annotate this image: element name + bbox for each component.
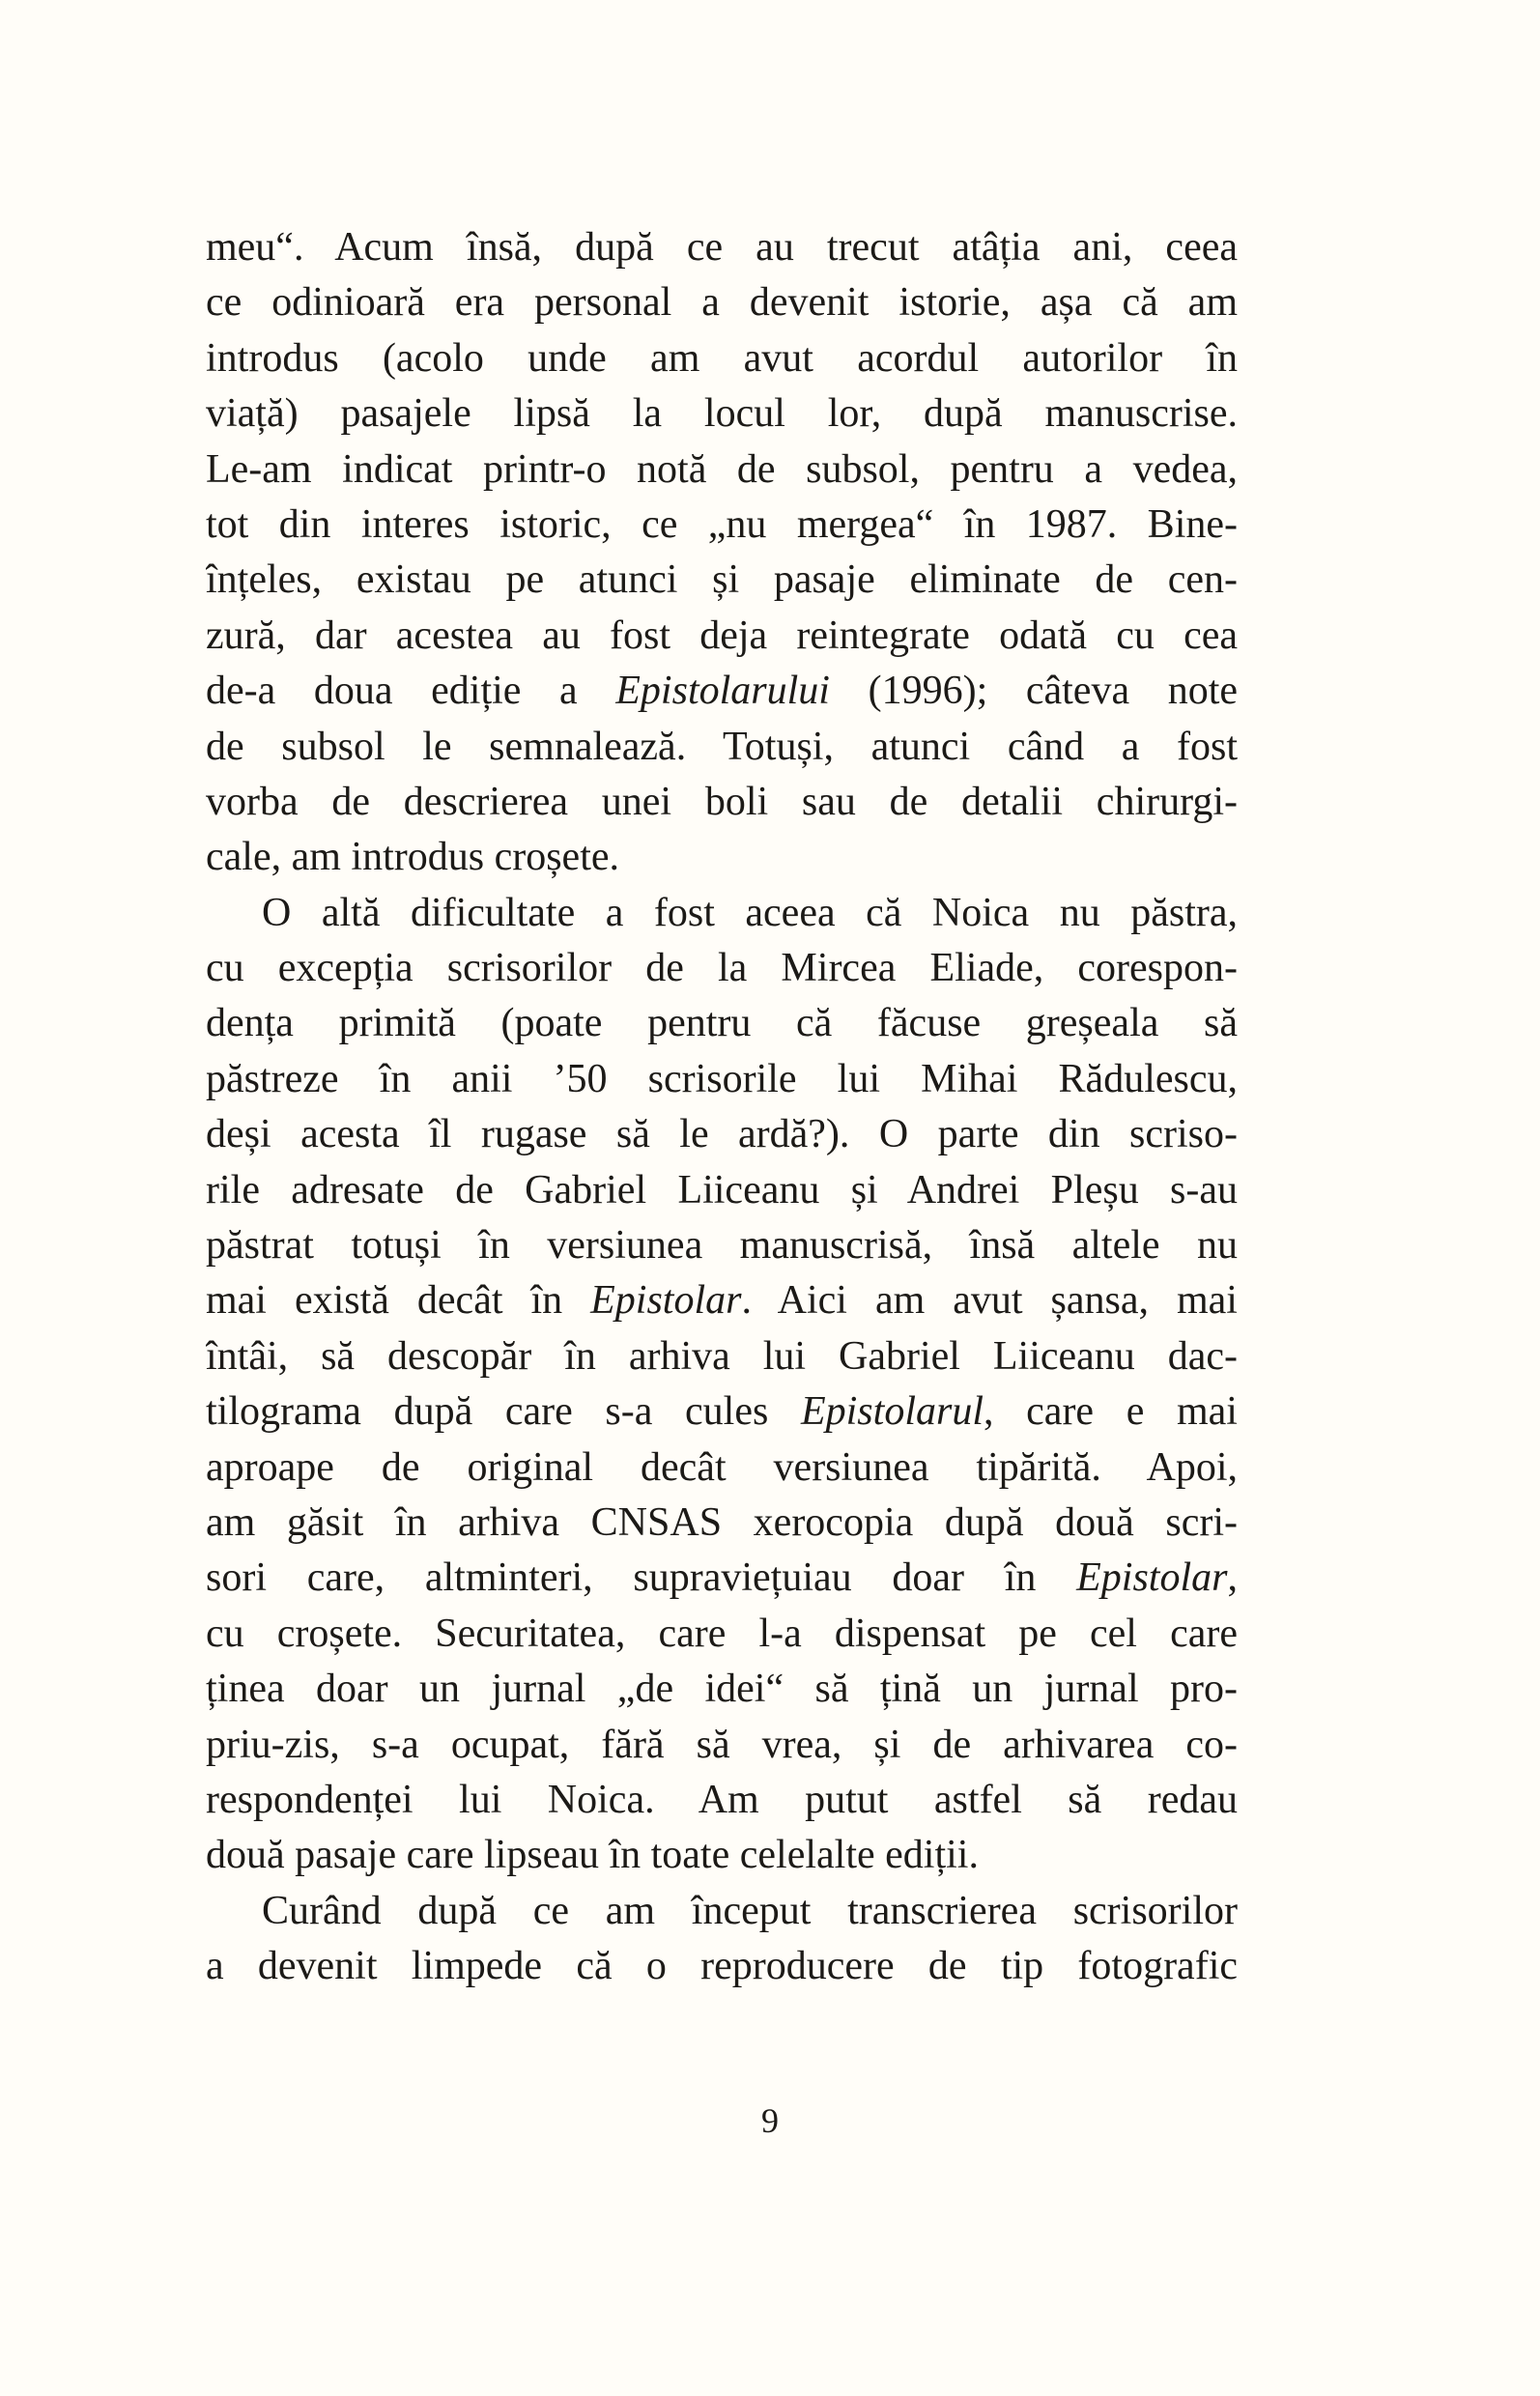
text-line: [206, 1607, 1238, 1662]
text-segment: cu croșete. Securitatea, care l-a dispensat pe cel care: [206, 1611, 1238, 1656]
text-segment: aproape de original decât versiunea tipărită. Apoi,: [206, 1444, 1238, 1490]
text-line: [206, 1939, 1238, 1994]
page-number: 9: [761, 2101, 779, 2140]
text-line: [206, 1218, 1238, 1273]
text-segment: viață) pasajele lipsă la locul lor, după manuscrise.: [206, 391, 1238, 437]
text-line: [206, 1828, 1238, 1883]
text-line: [206, 886, 1238, 941]
text-segment: păstrat totuși în versiunea manuscrisă, însă altele nu: [206, 1223, 1238, 1269]
text-line: [206, 1718, 1238, 1773]
text-segment: meu“. Acum însă, după ce au trecut atâția ani, ceea: [206, 225, 1238, 270]
text-segment: ce odinioară era personal a devenit istorie, așa că am: [206, 280, 1238, 326]
italic-title: Epistolarul: [800, 1389, 984, 1435]
text-segment: a devenit limpede că o reproducere de tip fotografic: [206, 1944, 1238, 1989]
text-line: [206, 498, 1238, 553]
text-segment: ,: [1227, 1555, 1238, 1601]
italic-title: Epistolarului: [615, 669, 830, 714]
text-segment: ținea doar un jurnal „de idei“ să țină un jurnal pro-: [206, 1667, 1238, 1712]
text-segment: priu-zis, s-a ocupat, fără să vrea, și de arhivarea co-: [206, 1722, 1238, 1767]
text-line: [206, 830, 1238, 885]
text-segment: rile adresate de Gabriel Liiceanu și Andrei Pleșu s-au: [206, 1167, 1238, 1212]
text-segment: respondenței lui Noica. Am putut astfel să redau: [206, 1777, 1238, 1822]
text-line: [206, 386, 1238, 442]
text-line: [206, 1662, 1238, 1717]
italic-title: Epistolar: [1076, 1555, 1228, 1601]
text-line: [206, 941, 1238, 996]
text-segment: introdus (acolo unde am avut acordul autorilor în: [206, 335, 1238, 381]
text-segment: , care e mai: [984, 1389, 1238, 1435]
text-segment: cale, am introdus croșete.: [206, 835, 619, 880]
text-segment: întâi, să descopăr în arhiva lui Gabriel Liiceanu dac-: [206, 1333, 1238, 1379]
body-text: [206, 220, 1238, 1995]
text-segment: tilograma după care s-a cules: [206, 1389, 801, 1435]
text-line: [206, 1551, 1238, 1606]
text-line: [206, 442, 1238, 498]
text-line: [206, 1496, 1238, 1551]
text-line: [206, 220, 1238, 275]
text-segment: . Aici am avut șansa, mai: [741, 1278, 1238, 1324]
paragraph: [206, 886, 1238, 1884]
text-segment: Curând după ce am început transcrierea scrisorilor: [262, 1888, 1238, 1933]
paragraph: [206, 1884, 1238, 1995]
text-segment: deși acesta îl rugase să le ardă?). O parte din scriso-: [206, 1112, 1238, 1157]
text-line: [206, 1273, 1238, 1328]
text-line: [206, 1163, 1238, 1218]
text-segment: O altă dificultate a fost aceea că Noica nu păstra,: [262, 890, 1238, 935]
text-segment: mai există decât în: [206, 1278, 591, 1324]
paragraph: [206, 220, 1238, 886]
text-segment: am găsit în arhiva CNSAS xerocopia după două scri-: [206, 1499, 1238, 1545]
text-line: [206, 1107, 1238, 1162]
text-line: [206, 1329, 1238, 1384]
text-segment: înțeles, existau pe atunci și pasaje eliminate de cen-: [206, 557, 1238, 603]
text-line: [206, 275, 1238, 330]
text-segment: tot din interes istoric, ce „nu mergea“ în 1987. Bine-: [206, 501, 1238, 547]
text-line: [206, 775, 1238, 830]
text-line: [206, 1384, 1238, 1440]
text-segment: (1996); câteva note: [829, 669, 1238, 714]
text-segment: de subsol le semnalează. Totuși, atunci când a fost: [206, 724, 1238, 769]
text-line: [206, 996, 1238, 1051]
text-line: [206, 720, 1238, 775]
text-segment: Le-am indicat printr-o notă de subsol, pentru a vedea,: [206, 446, 1238, 492]
text-segment: de-a doua ediție a: [206, 669, 616, 714]
text-segment: zură, dar acestea au fost deja reintegrate odată cu cea: [206, 613, 1238, 658]
text-segment: vorba de descrierea unei boli sau de detalii chirurgi-: [206, 779, 1238, 824]
italic-title: Epistolar: [590, 1278, 742, 1324]
text-segment: sori care, altminteri, supraviețuiau doar în: [206, 1555, 1077, 1601]
text-segment: două pasaje care lipseau în toate celelalte ediții.: [206, 1833, 979, 1878]
text-line: [206, 1884, 1238, 1939]
text-line: [206, 1773, 1238, 1828]
text-line: [206, 1052, 1238, 1107]
text-segment: dența primită (poate pentru că făcuse greșeala să: [206, 1001, 1238, 1046]
text-line: [206, 331, 1238, 386]
text-segment: cu excepția scrisorilor de la Mircea Eliade, corespon-: [206, 946, 1238, 991]
text-line: [206, 609, 1238, 664]
text-line: [206, 664, 1238, 719]
text-line: [206, 1440, 1238, 1496]
text-segment: păstreze în anii ’50 scrisorile lui Mihai Rădulescu,: [206, 1056, 1238, 1101]
text-line: [206, 553, 1238, 608]
